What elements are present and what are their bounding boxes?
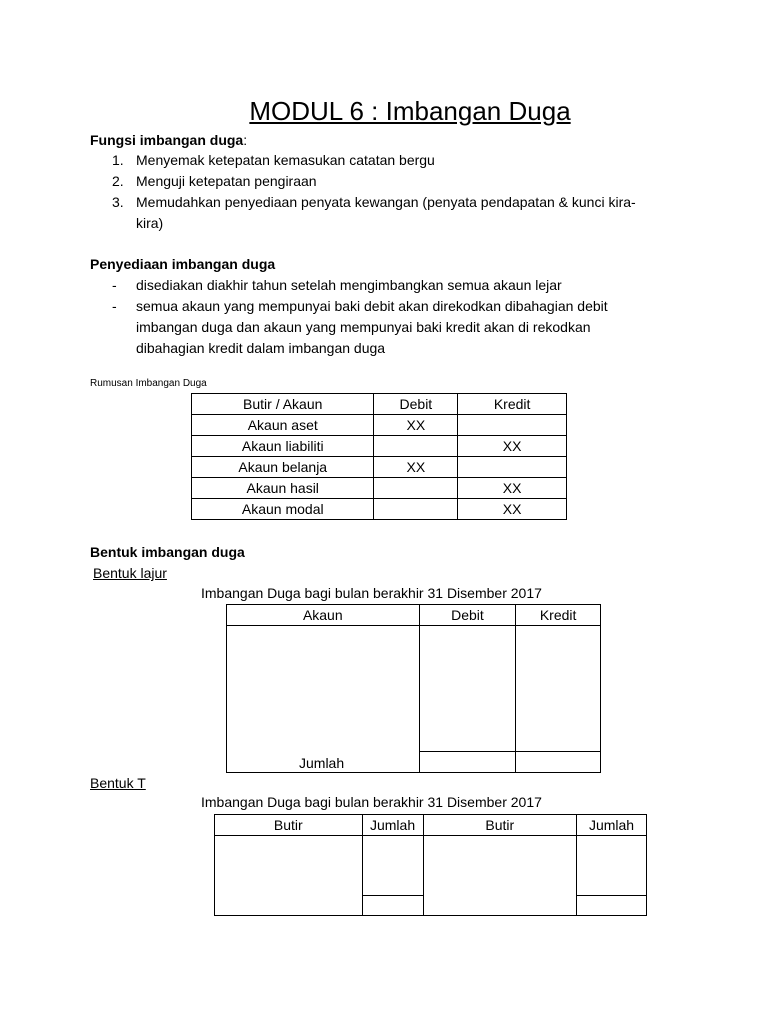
bentuk-heading: Bentuk imbangan duga [90, 544, 245, 560]
list-item [112, 192, 652, 234]
list-item [112, 275, 622, 296]
table-cell [374, 436, 458, 457]
lajur-caption: Imbangan Duga bagi bulan berakhir 31 Disember 2017 [201, 585, 542, 601]
lajur-table [226, 604, 601, 773]
table-row [215, 836, 647, 896]
column-header: Jumlah [362, 815, 423, 836]
table-row [227, 626, 601, 752]
list-item [112, 150, 652, 171]
fungsi-heading-colon: : [243, 132, 248, 148]
fungsi-heading [90, 132, 247, 148]
column-header: Akaun [227, 605, 420, 626]
column-header: Butir [215, 815, 363, 836]
table-cell: XX [458, 478, 567, 499]
list-item [112, 171, 652, 192]
bentuk-lajur-label: Bentuk lajur [93, 565, 167, 581]
table-cell [374, 499, 458, 520]
table-cell [458, 457, 567, 478]
t-caption: Imbangan Duga bagi bulan berakhir 31 Disember 2017 [201, 794, 542, 810]
table-cell [374, 478, 458, 499]
total-label: Jumlah [299, 755, 345, 771]
table-header-row [192, 394, 567, 415]
rumusan-table [191, 393, 567, 520]
list-text: disediakan diakhir tahun setelah mengimbangkan semua akaun lejar [136, 277, 562, 293]
column-header: Jumlah [577, 815, 647, 836]
table-header-row [227, 605, 601, 626]
total-cell [516, 752, 601, 773]
bentuk-t-label: Bentuk T [90, 775, 146, 791]
table-cell: Akaun aset [192, 415, 374, 436]
table-cell [215, 836, 363, 916]
table-cell [362, 836, 423, 896]
column-header: Kredit [516, 605, 601, 626]
table-cell: Akaun hasil [192, 478, 374, 499]
list-text: Menguji ketepatan pengiraan [136, 173, 317, 189]
list-text: semua akaun yang mempunyai baki debit akan direkodkan dibahagian debit imbangan duga dan akaun yang mempunyai baki kredit akan di rekodkan dibahagian kredit dalam imbangan duga [136, 298, 608, 356]
table-cell: XX [374, 415, 458, 436]
table-cell: XX [458, 499, 567, 520]
table-cell: Akaun liabiliti [192, 436, 374, 457]
table-cell: XX [458, 436, 567, 457]
list-number: 3. [112, 194, 124, 210]
column-header: Kredit [458, 394, 567, 415]
table-cell [577, 836, 647, 896]
table-row [192, 478, 567, 499]
dash-mark: - [112, 298, 117, 314]
column-header: Butir / Akaun [192, 394, 374, 415]
total-cell [419, 752, 516, 773]
table-header-row [215, 815, 647, 836]
dash-mark: - [112, 277, 117, 293]
akaun-cell [227, 626, 420, 773]
page-title: MODUL 6 : Imbangan Duga [249, 96, 571, 126]
table-cell: Akaun belanja [192, 457, 374, 478]
list-text: Memudahkan penyediaan penyata kewangan (penyata pendapatan & kunci kira-kira) [136, 194, 636, 231]
table-row [192, 415, 567, 436]
fungsi-list [112, 150, 652, 234]
column-header: Debit [419, 605, 516, 626]
table-cell [458, 415, 567, 436]
column-header: Butir [423, 815, 577, 836]
column-header: Debit [374, 394, 458, 415]
list-number: 2. [112, 173, 124, 189]
total-cell [577, 896, 647, 916]
list-number: 1. [112, 152, 124, 168]
table-cell [516, 626, 601, 752]
table-cell [419, 626, 516, 752]
fungsi-heading-text: Fungsi imbangan duga [90, 132, 244, 148]
penyediaan-list [112, 275, 622, 359]
list-text: Menyemak ketepatan kemasukan catatan bergu [136, 152, 435, 168]
table-cell: XX [374, 457, 458, 478]
table-row [192, 457, 567, 478]
rumusan-caption: Rumusan Imbangan Duga [90, 378, 207, 389]
table-cell: Akaun modal [192, 499, 374, 520]
penyediaan-heading: Penyediaan imbangan duga [90, 256, 276, 272]
table-cell [423, 836, 577, 916]
list-item [112, 296, 622, 359]
t-table [214, 814, 647, 916]
table-row [192, 436, 567, 457]
table-row [192, 499, 567, 520]
total-cell [362, 896, 423, 916]
